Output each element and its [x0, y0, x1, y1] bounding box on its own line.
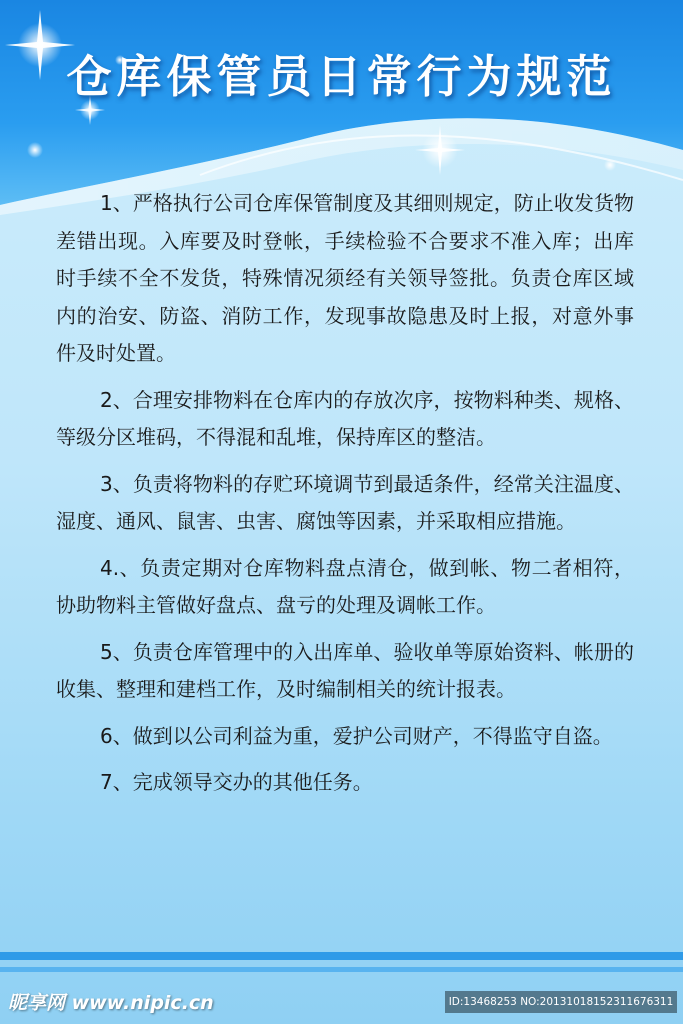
page-title: 仓库保管员日常行为规范: [66, 50, 617, 103]
rule-paragraph-4: 4.、负责定期对仓库物料盘点清仓，做到帐、物二者相符，协助物料主管做好盘点、盘亏的处理及调帐工作。: [56, 555, 634, 617]
watermark-logo: 昵享网 www.nipic.cn: [8, 992, 214, 1014]
footer-stripe: [0, 952, 683, 960]
header-background: [0, 0, 683, 215]
rules-body: [56, 185, 634, 811]
rule-paragraph-7: 7、完成领导交办的其他任务。: [100, 770, 373, 794]
header-banner: [0, 0, 683, 215]
footer-stripe-thin: [0, 967, 683, 972]
rule-paragraph-1: 1、严格执行公司仓库保管制度及其细则规定，防止收发货物差错出现。入库要及时登帐，手续检验不合要求不准入库；出库时手续不全不发货，特殊情况须经有关领导签批。负责仓库区域内的治安、防盗、消防工作，发现事故隐患及时上报，对意外事件及时处置。: [56, 191, 634, 365]
rule-paragraph-6: 6、做到以公司利益为重，爱护公司财产，不得监守自盗。: [100, 723, 613, 748]
rule-paragraph-5: 5、负责仓库管理中的入出库单、验收单等原始资料、帐册的收集、整理和建档工作，及时编制相关的统计报表。: [56, 639, 634, 701]
rule-paragraph-3: 3、负责将物料的存贮环境调节到最适条件，经常关注温度、湿度、通风、鼠害、虫害、腐蚀等因素，并采取相应措施。: [56, 471, 634, 533]
rule-paragraph-2: 2、合理安排物料在仓库内的存放次序，按物料种类、规格、等级分区堆码，不得混和乱堆，保持库区的整洁。: [56, 387, 634, 449]
watermark-id: ID:13468253 NO:20131018152311676311: [445, 991, 677, 1013]
